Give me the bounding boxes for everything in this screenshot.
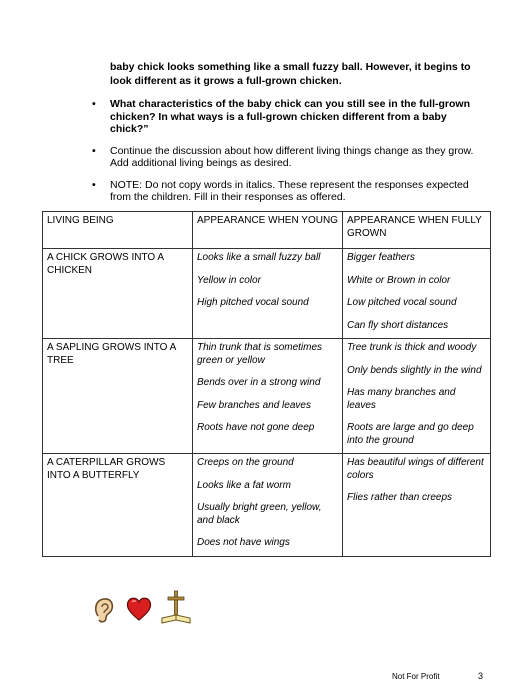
grown-trait: Roots are large and go deep into the ground <box>347 422 474 446</box>
header-living-being: LIVING BEING <box>43 212 193 249</box>
page-number: 3 <box>478 671 484 681</box>
young-trait: Roots have not gone deep <box>197 422 315 433</box>
young-trait: Thin trunk that is sometimes green or yellow <box>197 342 323 366</box>
grown-appearance-cell <box>343 249 491 339</box>
grown-trait: Only bends slightly in the wind <box>347 364 482 376</box>
table-header-row <box>43 212 491 249</box>
living-being-cell: A CATERPILLAR GROWS INTO A BUTTERFLY <box>43 454 193 557</box>
young-trait: Yellow in color <box>197 274 261 286</box>
table-row <box>43 339 491 454</box>
bullet-item <box>92 145 487 170</box>
bullet-marker: • <box>92 178 96 191</box>
grown-appearance-cell <box>343 454 491 557</box>
header-appearance-grown: APPEARANCE WHEN FULLY GROWN <box>343 212 491 249</box>
ear-icon <box>92 596 116 624</box>
bullet-text: Continue the discussion about how different living things change as they grow. Add additional living beings as desired. <box>110 144 474 169</box>
grown-trait: Has many branches and leaves <box>347 387 456 411</box>
young-appearance-cell <box>193 454 343 557</box>
heart-icon <box>125 596 153 622</box>
footer-note: Not For Profit <box>392 672 440 681</box>
grown-trait: Tree trunk is thick and woody <box>347 342 477 353</box>
grown-trait: Can fly short distances <box>347 319 449 331</box>
cross-bible-icon <box>160 590 192 626</box>
grown-trait: Bigger feathers <box>347 252 415 263</box>
living-being-cell: A SAPLING GROWS INTO A TREE <box>43 339 193 454</box>
grown-appearance-cell <box>343 339 491 454</box>
icon-strip <box>92 590 192 630</box>
header-appearance-young: APPEARANCE WHEN YOUNG <box>193 212 343 249</box>
bullet-list <box>92 98 487 213</box>
young-trait: Looks like a fat worm <box>197 479 291 491</box>
bullet-item <box>92 179 487 204</box>
young-appearance-cell <box>193 339 343 454</box>
bullet-text: What characteristics of the baby chick can you still see in the full-grown chicken? In what ways is a full-grown chicken different from a baby chick?” <box>110 98 470 135</box>
living-being-cell: A CHICK GROWS INTO A CHICKEN <box>43 249 193 339</box>
grown-trait: Has beautiful wings of different colors <box>347 457 484 481</box>
young-trait: Usually bright green, yellow, and black <box>197 502 322 526</box>
table-row <box>43 249 491 339</box>
grown-trait: White or Brown in color <box>347 274 451 286</box>
bullet-item <box>92 98 487 136</box>
bullet-text: NOTE: Do not copy words in italics. These represent the responses expected from the children. Fill in their responses as offered. <box>110 178 469 203</box>
young-trait: Few branches and leaves <box>197 399 311 411</box>
bullet-marker: • <box>92 98 96 110</box>
young-trait: High pitched vocal sound <box>197 297 309 308</box>
young-trait: Does not have wings <box>197 537 290 548</box>
young-trait: Looks like a small fuzzy ball <box>197 252 321 263</box>
young-trait: Creeps on the ground <box>197 457 294 468</box>
living-beings-table <box>42 211 491 557</box>
grown-trait: Low pitched vocal sound <box>347 297 457 308</box>
intro-paragraph: baby chick looks something like a small fuzzy ball. However, it begins to look different as it grows a full-grown chicken. <box>110 61 471 87</box>
young-appearance-cell <box>193 249 343 339</box>
young-trait: Bends over in a strong wind <box>197 377 321 388</box>
bullet-marker: • <box>92 144 96 157</box>
table-row <box>43 454 491 557</box>
grown-trait: Flies rather than creeps <box>347 492 453 503</box>
